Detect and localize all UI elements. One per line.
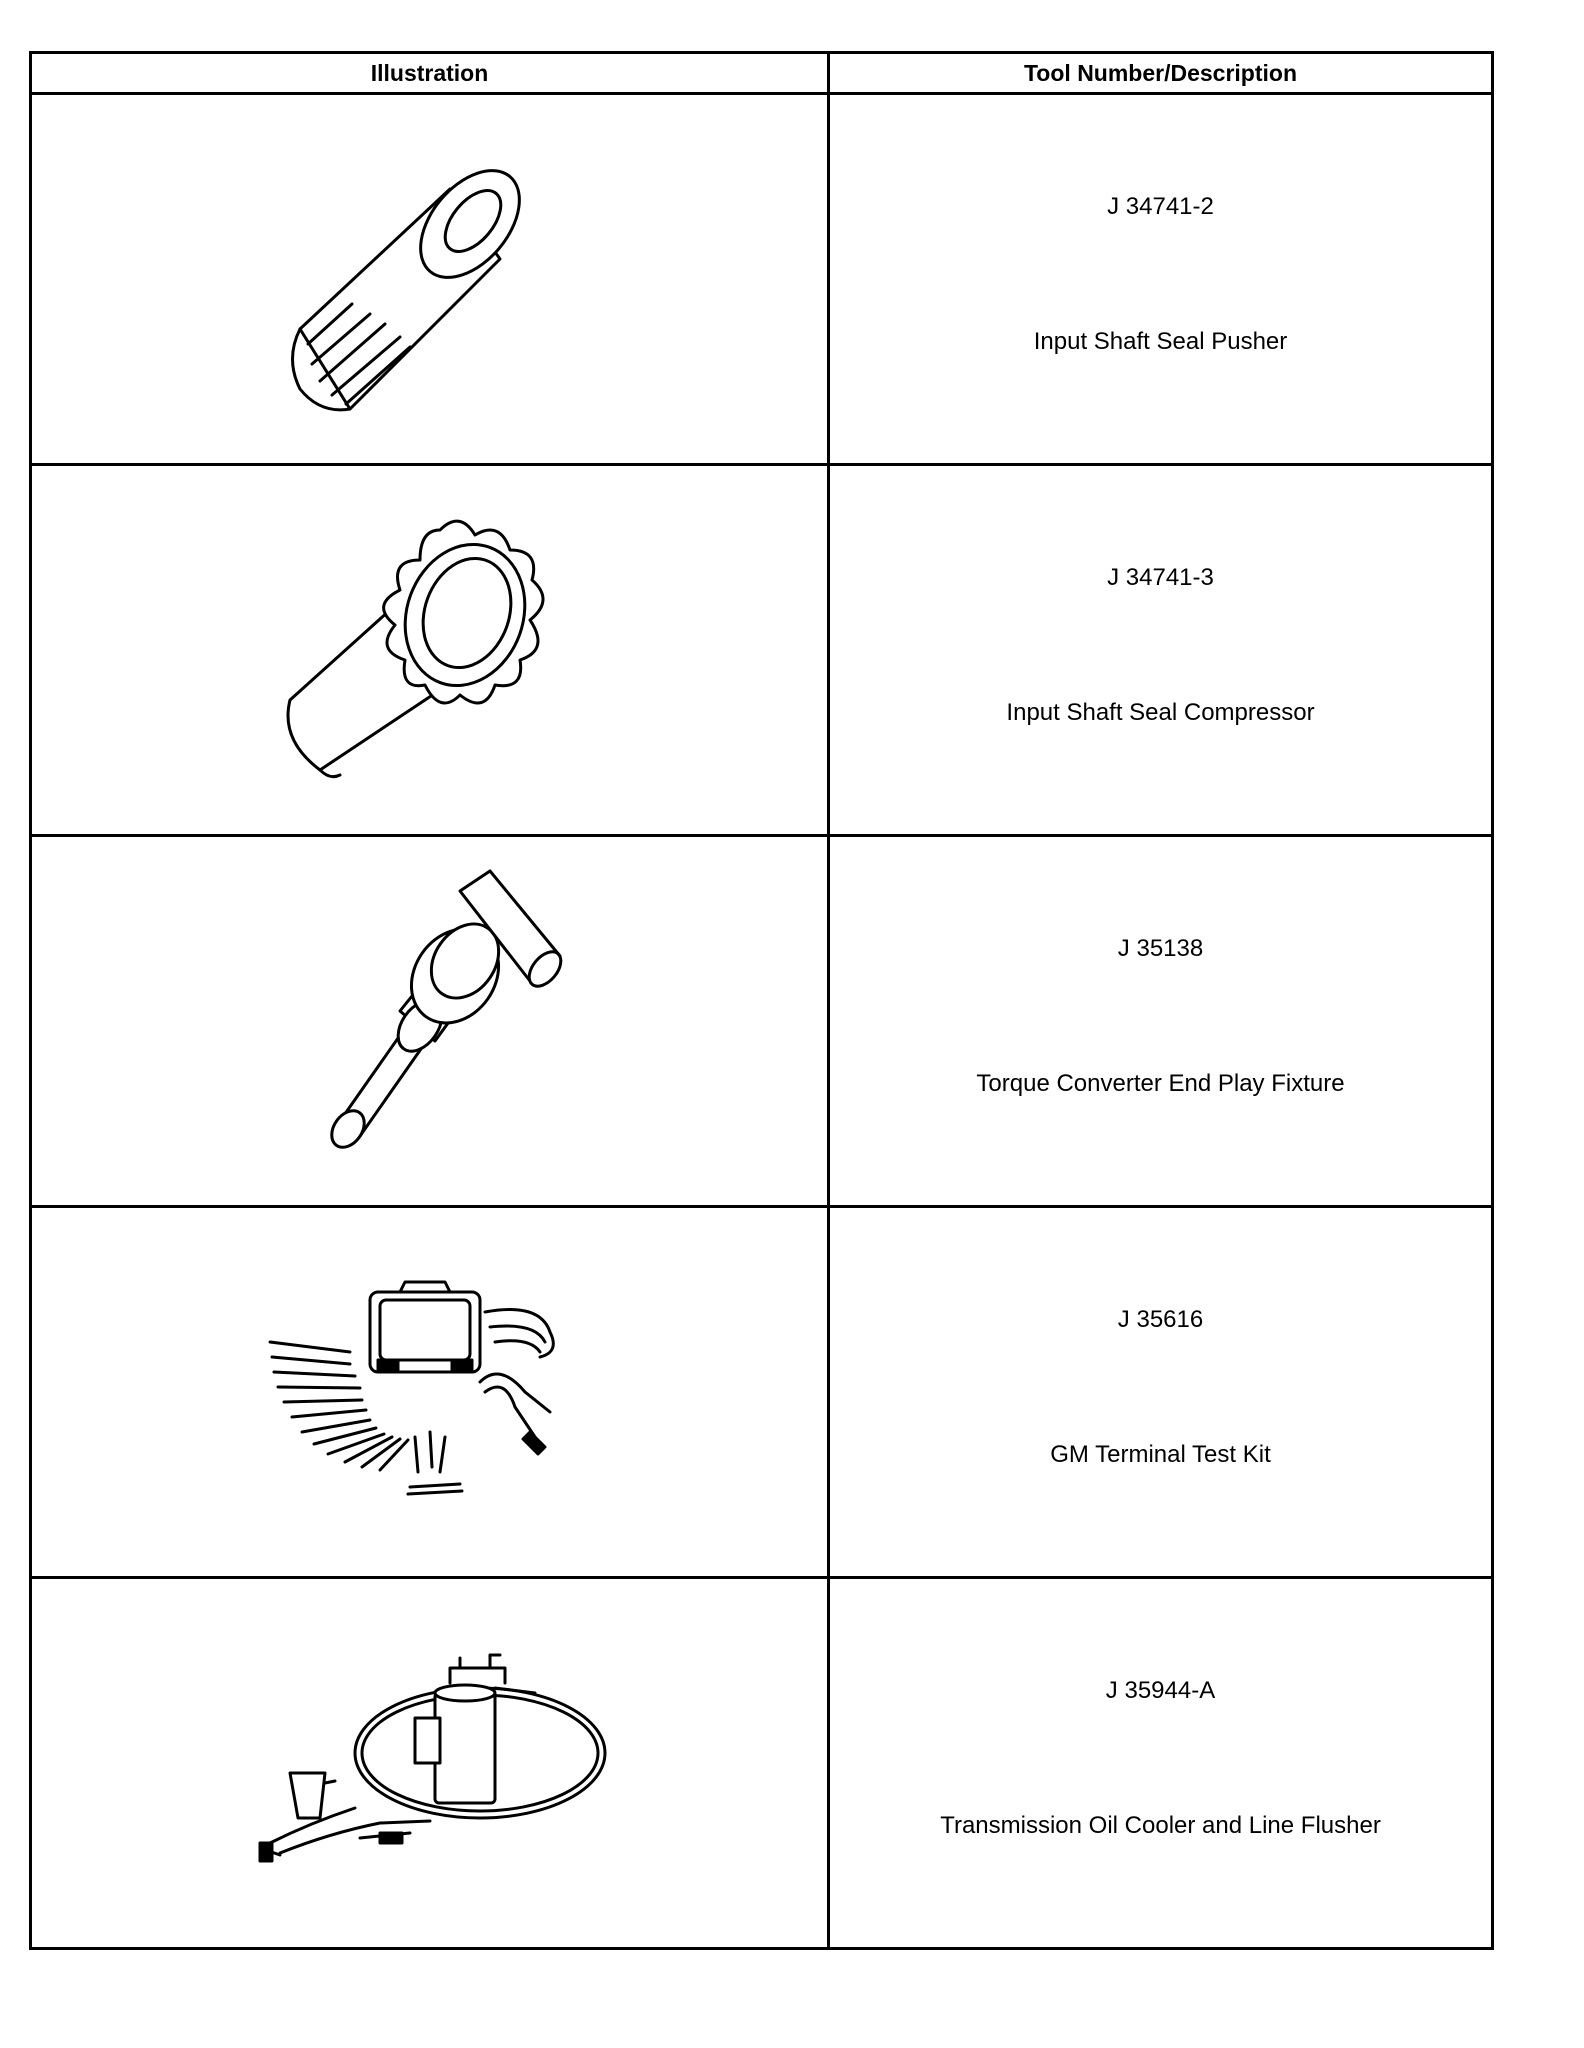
line-flusher-illustration (250, 1643, 610, 1883)
seal-pusher-illustration (260, 119, 600, 439)
table-row (31, 1207, 1493, 1578)
illustration-cell (31, 1578, 829, 1949)
tool-description: GM Terminal Test Kit (1050, 1441, 1271, 1468)
description-cell (829, 1578, 1493, 1949)
table-row (31, 465, 1493, 836)
description-cell (829, 465, 1493, 836)
tool-number: J 34741-2 (1107, 193, 1214, 220)
tool-description: Input Shaft Seal Compressor (1006, 699, 1315, 726)
tool-description: Input Shaft Seal Pusher (1033, 328, 1288, 355)
illustration-cell (31, 1207, 829, 1578)
tool-number: J 35944-A (1105, 1677, 1216, 1704)
header-illustration: Illustration (31, 53, 829, 94)
table-row (31, 1578, 1493, 1949)
table-header-row (31, 53, 1493, 94)
tool-description: Transmission Oil Cooler and Line Flusher (940, 1812, 1381, 1839)
tool-description: Torque Converter End Play Fixture (976, 1070, 1345, 1097)
illustration-cell (31, 465, 829, 836)
header-tool-number-description: Tool Number/Description (829, 53, 1493, 94)
description-cell (829, 1207, 1493, 1578)
table-row (31, 836, 1493, 1207)
end-play-fixture-illustration (260, 861, 600, 1181)
description-cell (829, 94, 1493, 465)
special-tools-table (29, 51, 1494, 1950)
illustration-cell (31, 94, 829, 465)
terminal-test-kit-illustration (250, 1272, 610, 1512)
illustration-cell (31, 836, 829, 1207)
seal-compressor-illustration (260, 490, 600, 810)
tool-number: J 35138 (1117, 935, 1204, 962)
description-cell (829, 836, 1493, 1207)
table-row (31, 94, 1493, 465)
tool-number: J 34741-3 (1107, 564, 1214, 591)
tool-number: J 35616 (1117, 1306, 1204, 1333)
